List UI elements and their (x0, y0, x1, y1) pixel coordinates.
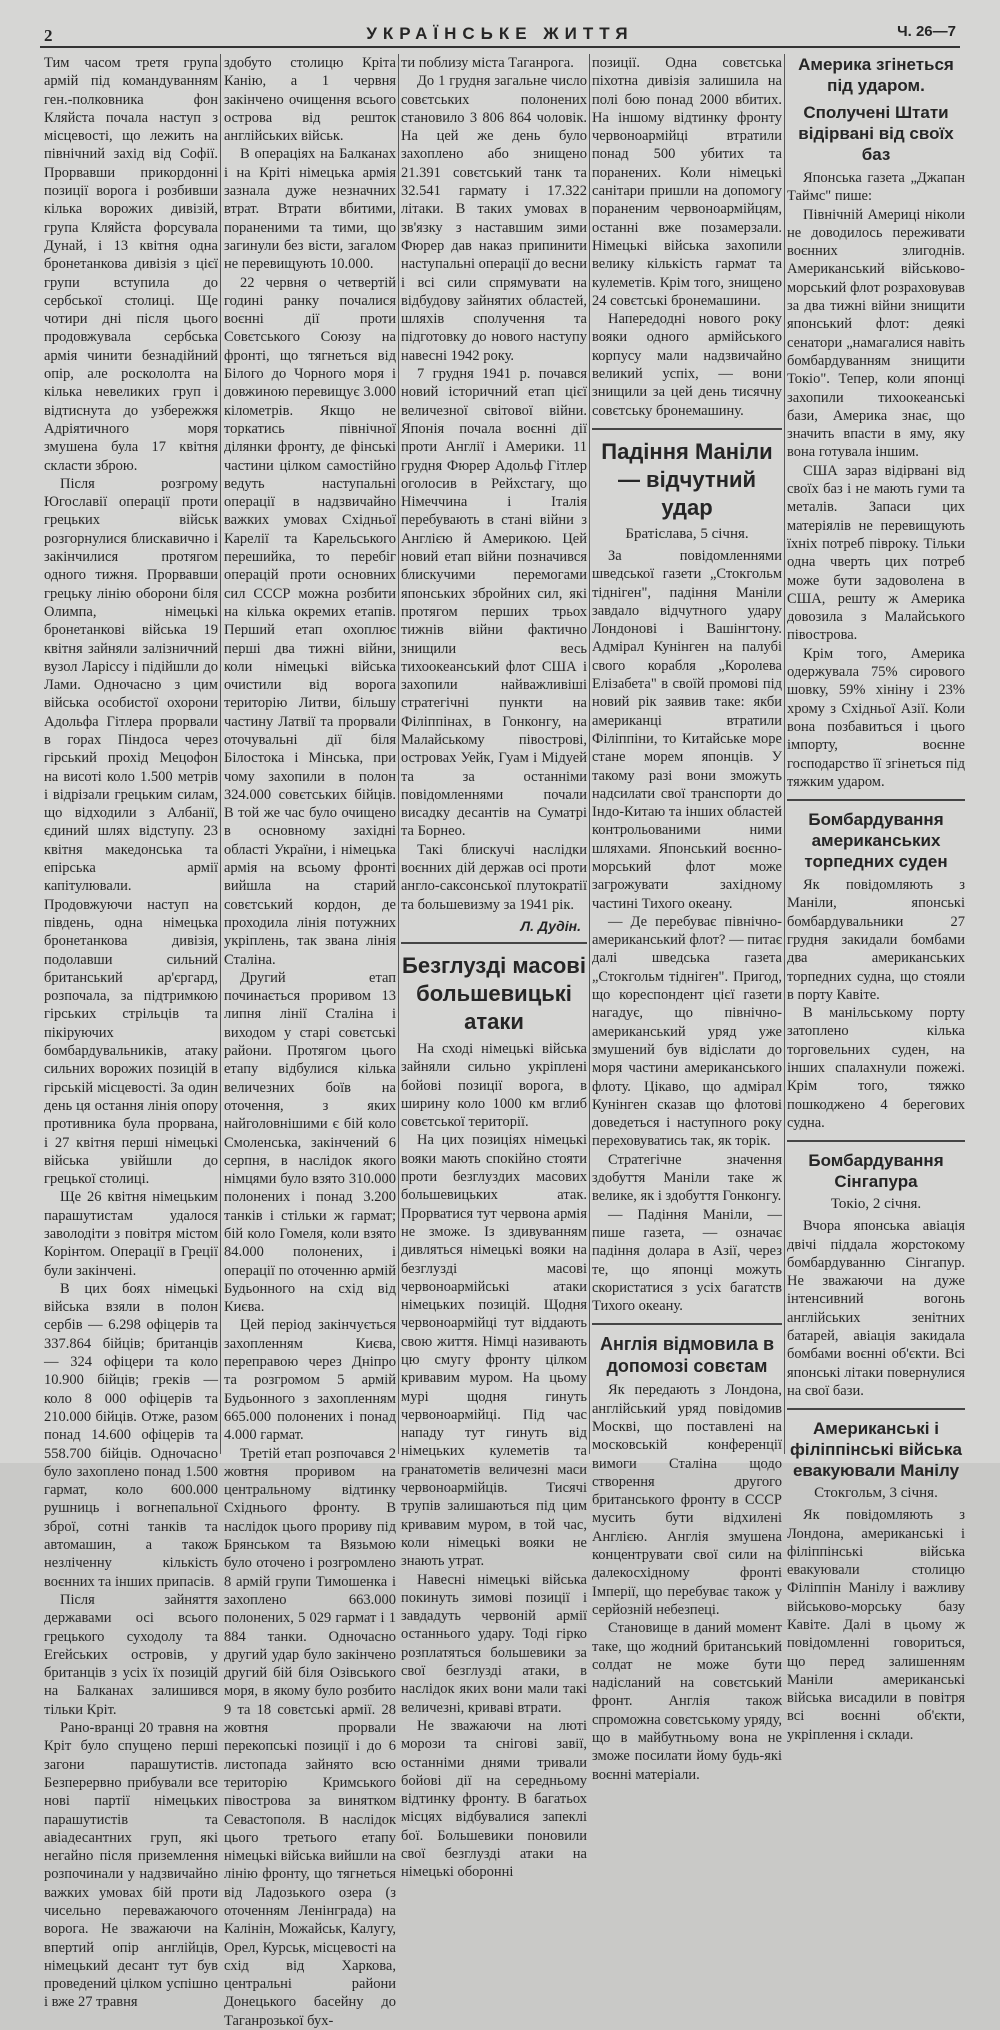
paragraph: В операціях на Балканах і на Кріті німецька армія зазнала дуже незначних втрат. Втрати вбитими, пораненими та тими, що загинули без вісти, загалом не перевищують 10.000. (224, 146, 396, 273)
author-signature: Л. Дудін. (520, 917, 581, 934)
article-separator (592, 1323, 782, 1325)
column-divider (589, 54, 590, 1454)
paragraph: Як повідомляють з Маніли, японські бомбардувальники 27 грудня закидали бомбами два американських торпедних судна, що стояли в порту Кавіте. (787, 877, 965, 1003)
paragraph: Як передають з Лондона, англійський уряд повідомив Москві, що поставлені на московській конференції вимоги Сталіна щодо створення другого британського фронту в СССР мусить бути відхилені Англією. Англія змушена концентрувати свої сили на далекосхідному фронті Імперії, що перебуває також у серйозній небезпеці. (592, 1382, 782, 1618)
headline: Англія відмовила в допомозі совєтам (599, 1334, 775, 1377)
headline: Безглузді масові большевицькі атаки (402, 952, 586, 1034)
column-4 (592, 54, 782, 1783)
paragraph: Рано-вранці 20 травня на Кріт було спущено перші загони парашутистів. Безперервно прибували все нові партії німецьких парашутистів та авіадесантних груп, які негайно після приземлення розпочинали у надзвичайно важких умовах бій проти чисельно переважаючого ворога. Не зважаючи на впертий опір англійців, німецький десант тут був проведений цілком успішно і вже 27 травня (44, 1720, 218, 2011)
dateline: Братіслава, 5 січня. (625, 525, 749, 542)
article-separator (787, 1140, 965, 1142)
subheadline: Сполучені Штати відірвані від своїх баз (798, 103, 954, 164)
dateline: Токіо, 2 січня. (830, 1196, 922, 1213)
paragraph: Північній Америці ніколи не доводилось переживати воєнних злигоднів. Американський військово-морський флот розраховував за два тижні війни знищити японський флот: деякі сенатори „намагалися навіть бомбардуванням знищити Токіо". Тепер, коли японці захопили тихоокеанські бази, Америка знає, що значить впасти в яму, яку вона готувала іншим. (787, 206, 965, 461)
paragraph: здобуто столицю Кріта Канію, а 1 червня закінчено очищення всього острова від решток англійських військ. (224, 55, 396, 145)
column-5 (787, 54, 965, 1743)
headline: Американські і філіппінські війська евакуювали Манілу (789, 1419, 962, 1481)
headline: Падіння Маніли — відчутний удар (601, 438, 773, 520)
article-separator (401, 942, 587, 944)
dateline: Стокгольм, 3 січня. (814, 1485, 938, 1502)
paragraph: ти поблизу міста Таганрога. (401, 55, 574, 71)
paragraph: Цей період закінчується захопленням Києва, переправою через Дніпро та розгромом 5 армій Будьонного з захопленням 665.000 полонених і понад 4.000 гармат. (224, 1317, 396, 1444)
newspaper-title: УКРАЇНСЬКЕ ЖИТТЯ (366, 24, 634, 43)
article-separator (787, 799, 965, 801)
paragraph: Напередодні нового року вояки одного армійського корпусу мали надзвичайно великий успіх, — вони знищили за цей день тисячну совєтську бронемашину. (592, 311, 782, 419)
paragraph: — Падіння Маніли, — пише газета, — означає падіння долара в Азії, через те, що японці можуть скористатися з усіх багатств Тихого океану. (592, 1206, 782, 1315)
paragraph: На цих позиціях німецькі вояки мають спокійно стояти проти безглуздих масових большевицьких атак. Прорватися тут червона армія не зможе. Із здивуванням дивляться німецькі вояки на безглузді масові червоноармійські атаки німецьких позицій. Щодня червоноармійці тут віддають свою життя. Німці називають цю смугу фронту цілком кривавим муром. На цьому мурі щодня гинуть червоноармійці. Під час нападу тут гинуть від німецьких кулеметів та гранатометів величезні маси червоноармійців. Тисячі трупів залишаються під цим кривавим муром, в той час, коли німецькі вояки не знають утрат. (401, 1132, 587, 1570)
column-divider (398, 54, 399, 1454)
paragraph: За повідомленнями шведської газети „Стокгольм тідніген", падіння Маніли завдало відчутного удару Лондонові і Вашінгтону. Адмірал Кунінген на палубі свого корабля „Королева Елізабета" в своїй промові під новий рік заявив таке: якби американці втратили Філіппіни, то Китайське море стане морем японців. У такому разі вони зможуть надсилати свої транспорти до Індо-Китаю та інших областей контрольованими ними шляхами. Японський воєнно-морський флот може загрожувати західному частині Тихого океану. (592, 547, 782, 912)
paragraph: Становище в даний момент таке, що жодний британський солдат не може бути надісланий на совєтський фронт. Англія також спроможна совєтському уряду, що в майбутньому вона не зможе посилати йому будь-які воєнні матеріали. (592, 1620, 782, 1783)
page-number: 2 (44, 26, 53, 45)
paragraph: Третій етап розпочався 2 жовтня проривом на центральному відтинку Східнього фронту. В наслідок цього прориву під Брянськом та Вязьмою було оточено і розгромлено 8 армій групи Тимошенка і захоплено 663.000 полонених, 5 029 гармат і 1 884 танки. Одночасно другий удар було закінчено другий бій біля Озівського моря, в якому було розбито 9 та 18 совєтські армії. 28 жовтня прорвали перекопські позиції і до 6 листопада зайнято всю територію Кримського півострова за винятком Севастополя. В наслідок цього третього етапу німецькі війська вийшли на лінію фронту, що тягнеться від Ладозького озера (з оточенням Ленінграда) на Калінін, Можайськ, Калугу, Орел, Курськ, місцевості на схід від Харкова, центральні райони Донецького басейну до Таганрозької бух- (224, 1445, 396, 2029)
paragraph: Не зважаючи на люті морози та снігові завії, останніми днями тривали бойові дії на середньому відтинку фронту. В багатьох місцях відбувалися запеклі бої. Большевики поновили свої безглузді атаки на німецькі оборонні (401, 1717, 587, 1881)
column-2 (224, 54, 396, 2029)
paragraph: Як повідомляють з Лондона, американські і філіппінські війська евакуювали столицю Філіппін Манілу і важливу військово-морську базу Кавіте. Далі в цьому ж повідомленні говориться, що перед залишенням Маніли американські війська висадили в повітря всі воєнні об'єкти, укріплення і склади. (787, 1507, 965, 1743)
paragraph: В манільському порту затоплено кілька торговельних суден, на інших спалахнули пожежі. Крім того, тяжко пошкоджено 4 берегових судна. (787, 1005, 965, 1131)
paragraph: Крім того, Америка одержувала 75% сирового шовку, 59% хініну і 23% хрому з Східньої Азії. Коли вона позбавиться і цього імпорту, воєнне господарство її згінеться під тяжким ударом. (787, 645, 965, 790)
paragraph: Після зайняття державами осі всього грецького суходолу та Егейських островів, у британців з усіх їх позицій на Балканах залишився тільки Кріт. (44, 1591, 218, 1718)
paragraph: Такі блискучі наслідки воєнних дій держав осі проти англо-саксонської плутократії та большевизму за 1941 рік. (401, 841, 587, 913)
article-separator (787, 1408, 965, 1410)
masthead-rule (40, 46, 960, 48)
paragraph: Тим часом третя група армій під командуванням ген.-полковника фон Кляйста почала наступ з місцевості, що лежить на північний захід від Софії. Прорвавши прикордонні позиції ворога і розбивши кілька ворожих дивізій, група Кляйста форсувала Дунай, і 13 квітня одна бронетанкова дивізія з цієї групи вступила до сербської столиці. Ще чотири дні після цього продовжувала сербська армія чинити безнадійний опір, але роскололта на кілька невеликих груп і відтиснута до узбережжя Адріятичного моря змушена була 17 квітня скласти зброю. (44, 55, 218, 474)
paragraph: Другий етап починається проривом 13 липня лінії Сталіна і виходом у старі совєтські райони. Протягом цього етапу відбулися кілька величезних боїв на оточення, з яких найголовнішими є бій коло Смоленська, закінчений 6 серпня, в наслідок якого німцями було взято 310.000 полонених і понад 3.200 танків і стільки ж гармат; бій коло Гомеля, коли взято 84.000 полонених, і операції по оточенню армій Будьонного на схід від Києва. (224, 969, 396, 1316)
paragraph: В цих боях німецькі війська взяли в полон сербів — 6.298 офіцерів та 337.864 бійців; британців — 324 офіцери та коло 10.900 бійців; греків — коло 8 000 офіцерів та 210.000 бійців. Отже, разом понад 14.600 офіцерів та 558.700 бійців. Одночасно було захоплено понад 1.500 гармат, коло 600.000 рушниць і вогнепальної зброї, сотні танків та автомашин, а також незліченну кількість воєнних та інших припасів. (44, 1280, 218, 1590)
column-divider (784, 54, 785, 1454)
paragraph: Ще 26 квітня німецьким парашутистам удалося заволодіти з повітря містом Корінтом. Операції в Греції були закінчені. (44, 1189, 218, 1279)
headline: Америка згінеться під ударом. (798, 55, 954, 95)
paragraph: Навесні німецькі війська покинуть зимові позиції і завдадуть червоній армії останнього удару. Тоді гірко розплатяться большевики за свої безглузді атаки, в наслідок яких вони мали такі величезні, криваві втрати. (401, 1571, 587, 1716)
paragraph: позиції. Одна совєтська піхотна дивізія залишила на полі бою понад 2000 вбитих. На іншому відтинку фронту червоноармійці втратили понад 500 убитих та поранених. Коли німецькі санітари пришли на допомогу пораненим червоноармійцям, останні вже позамерзали. Німецькі війська захопили велику кількість гармат та кулеметів. Крім того, знищено 24 совєтські бронемашини. (592, 55, 782, 309)
column-3 (401, 54, 587, 1881)
article-separator (592, 428, 782, 430)
paragraph: Після розгрому Югославії операції проти грецьких військ розгорнулися блискавично і закінчилися протягом одного тижня. Прорвавши грецьку лінію оборони біля Олимпа, німецькі бронетанкові війська 19 квітня зайняли залізничний вузол Ларіссу і підійшли до Лами. Одночасно з цим війська особистої охорони Адольфа Гітлера прорвали в горах Піндоса через гірський прохід Мецофон на висоті коло 1.500 метрів і відрізали грецьким силам, що відходили з Албанії, єдиний шлях відступу. 23 квітня македонська та епірська армії капітулювали. Продовжуючи наступ на південь, одна німецька бронетанкова дивізія, подолавши сильний британський ар'єргард, розпочала, за підтримкою гірських стрільців та пікіруючих бомбардувальників, атаку сильних ворожих позицій в гірській місцевості. За один день ця остання лінія опору противника була прорвана, і 27 квітня перші німецькі війська увійшли до грецької столиці. (44, 475, 218, 1188)
issue-number: Ч. 26—7 (897, 23, 956, 40)
headline: Бомбардування американських торпедних суден (804, 810, 948, 872)
masthead (40, 20, 960, 46)
paragraph: Стратегічне значення здобуття Маніли таке ж велике, як і здобуття Гонконгу. (592, 1151, 782, 1205)
paragraph: 22 червня о четвертій годині ранку почалися воєнні дії проти Совєтського Союзу на фронті, що тягнеться від Білого до Чорного моря і довжиною перевищує 3.000 кілометрів. Якщо не торкатись північної ділянки фронту, де фінські частини цілком самостійно ведуть наступальні операції в надзвичайно важких умовах Східньої Карелії та Карельського перешийка, то перебіг операцій проти основних сил СССР можна розбити на кілька окремих етапів. Перший етап охоплює перші два тижні війни, коли німецькі війська очистили від ворога територію Литви, більшу частину Латвії та прорвали оточувальні дії біля Білостока і Мінська, при чому захопили в полон 324.000 совєтських бійців. В той же час було очищено в основному західні області України, і німецька армія на всьому фронті вийшла на старий совєтський кордон, де проходила лінія потужних укріплень, так звана лінія Сталіна. (224, 274, 396, 968)
paragraph: 7 грудня 1941 р. почався новий історичний етап цієї величезної світової війни. Японія почала воєнні дії проти Англії і Америки. 11 грудня Фюрер Адольф Гітлер оголосив в Рейхстагу, що Німеччина і Італія перебувають в стані війни з Англією й Америкою. Цей новий етап війни позначився блискучими перемогами японських збройних сил, які протягом перших трьох тижнів війни фактично знищили весь тихоокеанський флот США і захопили найважливіші стратегічні пункти на Філіппінах, в Гонконгу, на Малайському півострові, островах Уейк, Гуам і Мідуей та за останніми повідомленнями почали висадку десантів на Суматрі та Борнео. (401, 366, 587, 840)
paragraph: На сході німецькі війська зайняли сильно укріплені бойові позиції ворога, в ширину коло 1000 км вглиб совєтської території. (401, 1040, 587, 1131)
paragraph: До 1 грудня загальне число совєтських полонених становило 3 806 864 чоловік. На цей же день було захоплено або знищено 21.391 совєтський танк та 32.541 гармату і 17.322 літаки. В таких умовах в зв'язку з наставшим зими Фюрер дав наказ припинити наступальні операції до весни і всі сили спрямувати на відбудову зайнятих областей, шляхів сполучення та підготовку до нового наступу навесні 1942 року. (401, 73, 587, 364)
paragraph: Японська газета „Джапан Таймс" пише: (787, 170, 965, 205)
paragraph: — Де перебуває північно-американський флот? — питає далі шведська газета „Стокгольм тідніген". Пригод, що кореспондент цієї газети нагадує, що північно-американський уряд уже змушений був відіслати до моря частини американського флоту. Цікаво, що адмірал Кунінген сказав що флотові доведеться і наступного року переховуватись так, як торік. (592, 913, 782, 1150)
column-divider (220, 54, 221, 1454)
paragraph: Вчора японська авіація двічі піддала жорстокому бомбардуванню Сінгапур. Не зважаючи на дуже інтенсивний вогонь англійських зенітних батарей, авіація закидала бомбами воєнні об'єкти. Всі японські літаки повернулися на свої бази. (787, 1218, 965, 1399)
column-1 (44, 54, 218, 2011)
headline: Бомбардування Сінгапура (808, 1151, 944, 1192)
paragraph: США зараз відірвані від своїх баз і не мають гуми та металів. Запаси цих матеріялів не перевищують їхніх потреб піврoку. Тільки одна чверть цих потреб може бути задоволена в США, решту ж Америка довозила з Малайського півострова. (787, 462, 965, 644)
